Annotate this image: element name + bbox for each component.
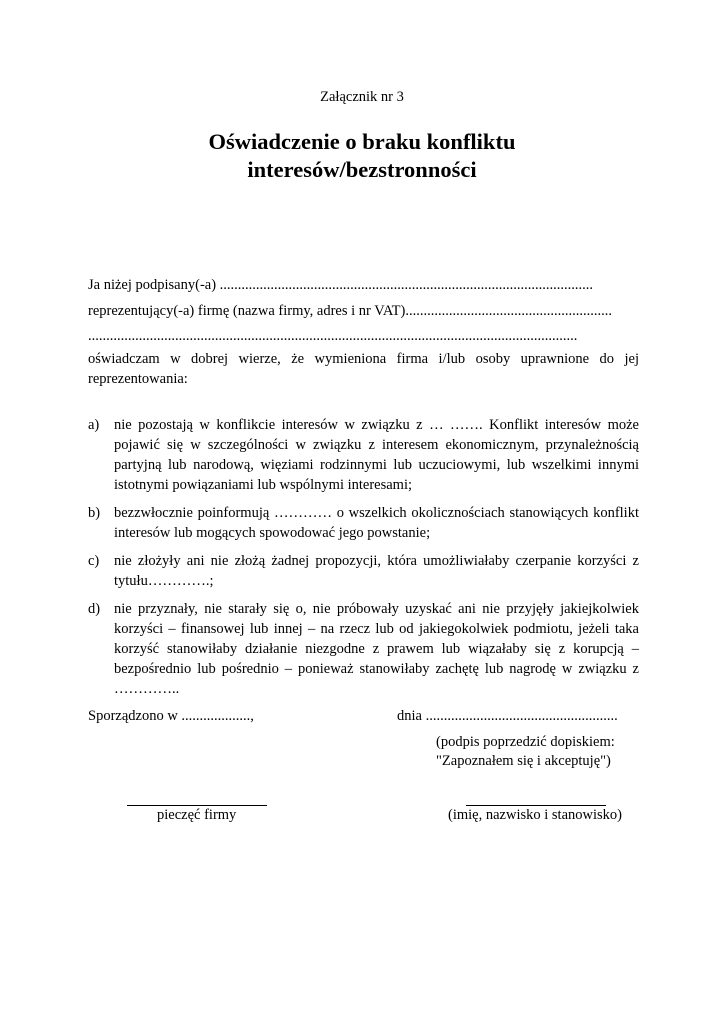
list-item-text: nie pozostają w konflikcie interesów w związku z … ……. Konflikt interesów może pojawić się w szczególności w związku z interesem ekonomicznym, przynależnością partyjną lub narodową, więziami rodzinnymi lub uczuciowymi, lub wszelkimi innymi istotnymi powiązaniami lub wspólnymi interesami; — [114, 417, 639, 493]
date-field: dnia ..................................................... — [397, 708, 618, 724]
signature-note-line-1: (podpis poprzedzić dopiskiem: — [436, 734, 615, 750]
list-marker: c) — [88, 553, 100, 569]
stamp-signature-line — [127, 805, 267, 806]
list-marker: d) — [88, 601, 101, 617]
list-item-text: bezzwłocznie poinformują ………… o wszelkich okolicznościach stanowiących konflikt interesów lub mogących spowodować jego powstanie; — [114, 505, 639, 541]
list-marker: a) — [88, 417, 100, 433]
list-item-a — [88, 415, 639, 495]
declaration-text: oświadczam w dobrej wierze, że wymieniona firma i/lub osoby uprawnione do jej reprezentowania: — [88, 351, 639, 387]
stamp-label: pieczęć firmy — [157, 807, 237, 823]
representing-field: reprezentujący(-a) firmę (nazwa firmy, adres i nr VAT)......................................................... — [88, 303, 612, 319]
declaration-list — [88, 415, 639, 707]
signature-label: (imię, nazwisko i stanowisko) — [448, 807, 622, 823]
undersigned-field: Ja niżej podpisany(-a) ....................................................................................................... — [88, 277, 594, 293]
title-line-2: interesów/bezstronności — [247, 157, 477, 182]
list-item-text: nie przyznały, nie starały się o, nie próbowały uzyskać ani nie przyjęły jakiejkolwiek korzyści – finansowej lub innej – na rzecz lub od jakiegokolwiek podmiotu, jeżeli taka korzyść stanowiłaby działanie niezgodne z prawem lub wiązałaby się z korupcją – bezpośrednio lub pośrednio – ponieważ stanowiłaby zachętę lub nagrodę w związku z ………….. — [114, 601, 639, 697]
person-signature-line — [466, 805, 606, 806]
list-item-text: nie złożyły ani nie złożą żadnej propozycji, która umożliwiałaby czerpanie korzyści z tytułu………….; — [114, 553, 639, 589]
list-marker: b) — [88, 505, 101, 521]
place-field: Sporządzono w ..................., — [88, 708, 254, 724]
list-item-b — [88, 503, 639, 543]
continuation-field: ....................................................................................................................................... — [88, 328, 578, 344]
title-line-1: Oświadczenie o braku konfliktu — [208, 129, 516, 154]
annex-label: Załącznik nr 3 — [320, 89, 404, 105]
list-item-d — [88, 599, 639, 699]
signature-note — [436, 733, 615, 771]
document-title — [0, 128, 724, 184]
list-item-c — [88, 551, 639, 591]
signature-note-line-2: "Zapoznałem się i akceptuję") — [436, 753, 611, 769]
